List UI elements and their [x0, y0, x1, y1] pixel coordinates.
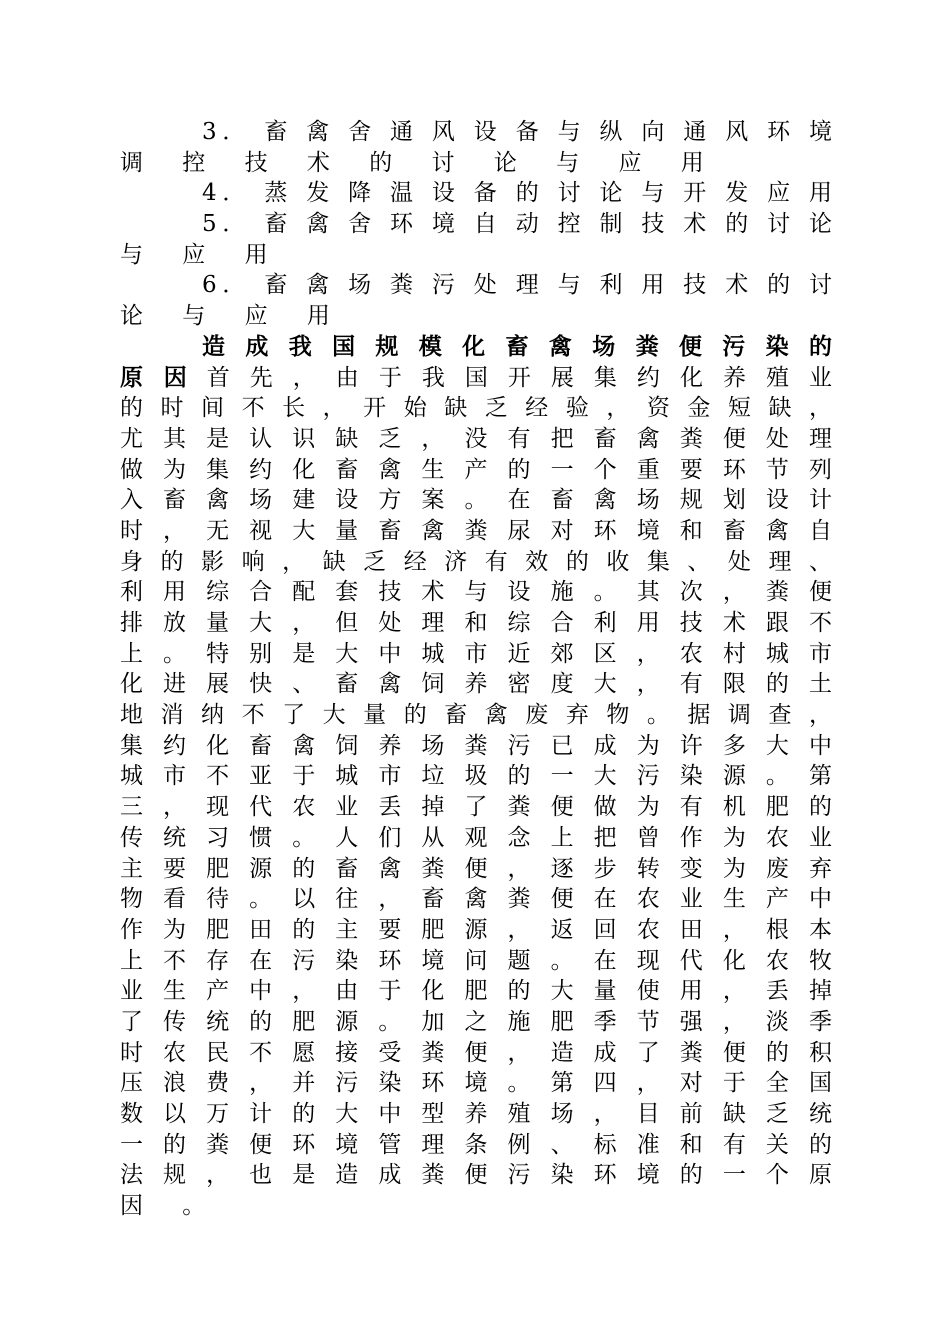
document-body [120, 117, 832, 1222]
paragraph-line: 传 统 习 惯 。 人 们 从 观 念 上 把 曾 作 为 农 业 [120, 824, 832, 851]
paragraph-line: 城 市 不 亚 于 城 市 垃 圾 的 一 大 污 染 源 。 第 [120, 763, 832, 790]
paragraph-line: 身 的 影 响 ， 缺 乏 经 济 有 效 的 收 集 、 处 理 、 [120, 548, 832, 575]
list-item-6: 6． 畜 禽 场 粪 污 处 理 与 利 用 技 术 的 讨 [202, 272, 832, 299]
paragraph-line: 入 畜 禽 场 建 设 方 案 。 在 畜 禽 场 规 划 设 计 [120, 487, 832, 514]
paragraph-line: 上 。 特 别 是 大 中 城 市 近 郊 区 ， 农 村 城 市 [120, 640, 832, 667]
section-heading: 造 成 我 国 规 模 化 畜 禽 场 粪 便 污 染 的 [202, 332, 832, 360]
list-item-5-continued: 与 应 用 [120, 241, 284, 268]
list-item-4: 4． 蒸 发 降 温 设 备 的 讨 论 与 开 发 应 用 [202, 180, 832, 207]
paragraph-line: 尤 其 是 认 识 缺 乏 ， 没 有 把 畜 禽 粪 便 处 理 [120, 425, 832, 452]
paragraph-line: 集 约 化 畜 禽 饲 养 场 粪 污 已 成 为 许 多 大 中 [120, 732, 832, 759]
list-item-3-continued: 调 控 技 术 的 讨 论 与 应 用 [120, 149, 720, 176]
paragraph-line: 业 生 产 中 ， 由 于 化 肥 的 大 量 使 用 ， 丢 掉 [120, 978, 832, 1005]
paragraph-line: 物 看 待 。 以 往 ， 畜 禽 粪 便 在 农 业 生 产 中 [120, 886, 832, 913]
section-heading-end: 原 因 [120, 363, 194, 391]
paragraph-line: 地 消 纳 不 了 大 量 的 畜 禽 废 弃 物 。 据 调 查 ， [120, 702, 832, 729]
paragraph-text: 首 先 ， 由 于 我 国 开 展 集 约 化 养 殖 业 [193, 364, 832, 391]
paragraph-line-final: 因 。 [120, 1193, 222, 1220]
paragraph-line: 时 ， 无 视 大 量 畜 禽 粪 尿 对 环 境 和 畜 禽 自 [120, 517, 832, 544]
list-item-5: 5． 畜 禽 舍 环 境 自 动 控 制 技 术 的 讨 论 [202, 211, 832, 238]
paragraph-line: 化 进 展 快 、 畜 禽 饲 养 密 度 大 ， 有 限 的 土 [120, 671, 832, 698]
paragraph-line: 时 农 民 不 愿 接 受 粪 便 ， 造 成 了 粪 便 的 积 [120, 1039, 832, 1066]
paragraph-line: 作 为 肥 田 的 主 要 肥 源 ， 返 回 农 田 ， 根 本 [120, 916, 832, 943]
paragraph-line: 排 放 量 大 ， 但 处 理 和 综 合 利 用 技 术 跟 不 [120, 610, 832, 636]
paragraph-line: 法 规 ， 也 是 造 成 粪 便 污 染 环 境 的 一 个 原 [120, 1162, 832, 1189]
paragraph-line: 主 要 肥 源 的 畜 禽 粪 便 ， 逐 步 转 变 为 废 弃 [120, 855, 832, 882]
paragraph-line: 做 为 集 约 化 畜 禽 生 产 的 一 个 重 要 环 节 列 [120, 456, 832, 483]
paragraph-line: 压 浪 费 ， 并 污 染 环 境 。 第 四 ， 对 于 全 国 [120, 1070, 832, 1097]
paragraph-line: 三 ， 现 代 农 业 丢 掉 了 粪 便 做 为 有 机 肥 的 [120, 794, 832, 821]
paragraph-line [120, 363, 832, 394]
paragraph-line: 的 时 间 不 长 ， 开 始 缺 乏 经 验 ， 资 金 短 缺 ， [120, 395, 832, 422]
paragraph-line: 上 不 存 在 污 染 环 境 问 题 。 在 现 代 化 农 牧 [120, 947, 832, 974]
paragraph-line: 利 用 综 合 配 套 技 术 与 设 施 。 其 次 ， 粪 便 [120, 579, 832, 606]
paragraph-line: 了 传 统 的 肥 源 。 加 之 施 肥 季 节 强 ， 淡 季 [120, 1008, 832, 1035]
paragraph-line: 一 的 粪 便 环 境 管 理 条 例 、 标 准 和 有 关 的 [120, 1131, 832, 1158]
list-item-6-continued: 论 与 应 用 [120, 303, 346, 330]
list-item-3: 3． 畜 禽 舍 通 风 设 备 与 纵 向 通 风 环 境 [202, 119, 832, 145]
paragraph-line: 数 以 万 计 的 大 中 型 养 殖 场 ， 目 前 缺 乏 统 [120, 1101, 832, 1127]
